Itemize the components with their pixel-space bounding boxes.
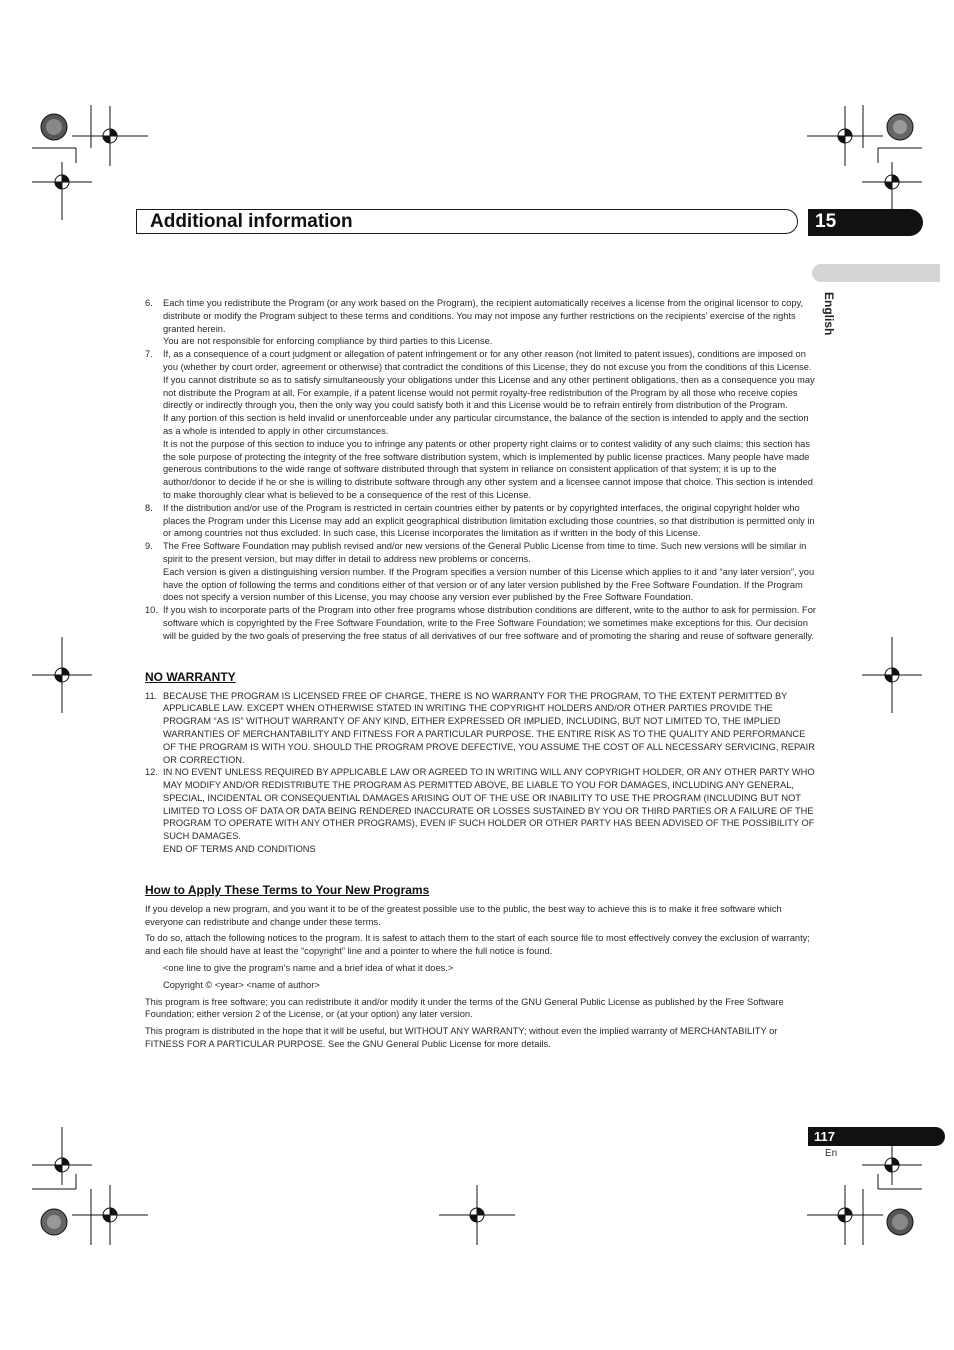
clause-item (145, 690, 817, 767)
clause-paragraph: The Free Software Foundation may publish revised and/or new versions of the General Public License from time to time. Such new versions will be similar in spirit to the present version, but may differ in detail to address new problems or concerns. (163, 541, 807, 564)
clause-number: 10. (145, 605, 158, 616)
license-clauses (145, 297, 817, 643)
clause-paragraph: Each version is given a distinguishing version number. If the Program specifies a version number of this License which applies to it and “any later version”, you have the option of following the terms and conditions either of that version or of any later version published by the Free Software Foundation. If the Program does not specify a version number of this License, you may choose any version ever published by the Free Software Foundation. (163, 566, 815, 603)
no-warranty-heading: NO WARRANTY (145, 669, 236, 684)
clause-number: 12. (145, 767, 158, 778)
page-language-code: En (825, 1148, 838, 1159)
copyright-line: Copyright © <year> <name of author> (163, 979, 320, 990)
language-label: English (822, 292, 836, 336)
clause-item (145, 297, 817, 348)
clause-paragraph: If any portion of this section is held invalid or unenforceable under any particular circumstance, the balance of the section is intended to apply and the section as a whole is intended to apply in other circumstances. (163, 413, 809, 436)
chapter-number: 15 (815, 211, 837, 232)
clause-item (145, 502, 817, 540)
clause-number: 7. (145, 349, 153, 360)
clause-paragraph: IN NO EVENT UNLESS REQUIRED BY APPLICABLE LAW OR AGREED TO IN WRITING WILL ANY COPYRIGHT HOLDER, OR ANY OTHER PARTY WHO MAY MODIFY AND/OR REDISTRIBUTE THE PROGRAM AS PERMITTED ABOVE, BE LIABLE TO YOU FOR DAMAGES, INCLUDING ANY GENERAL, SPECIAL, INCIDENTAL OR CONSEQUENTIAL DAMAGES ARISING OUT OF THE USE OR INABILITY TO USE THE PROGRAM (INCLUDING BUT NOT LIMITED TO LOSS OF DATA OR DATA BEING RENDERED INACCURATE OR LOSSES SUSTAINED BY YOU OR THIRD PARTIES OR A FAILURE OF THE PROGRAM TO OPERATE WITH ANY OTHER PROGRAMS), EVEN IF SUCH HOLDER OR OTHER PARTY HAS BEEN ADVISED OF THE POSSIBILITY OF SUCH DAMAGES. (163, 767, 815, 842)
clause-paragraph: Each time you redistribute the Program (or any work based on the Program), the recipient automatically receives a license from the original licensor to copy, distribute or modify the Program subject to these terms and conditions. You may not impose any further restrictions on the recipients’ exercise of the rights granted herein. (163, 298, 804, 334)
clause-item (145, 348, 817, 502)
clause-item (145, 604, 817, 642)
chapter-number-badge (808, 209, 923, 236)
warranty-clauses (145, 690, 817, 856)
clause-number: 6. (145, 298, 153, 308)
clause-paragraph: You are not responsible for enforcing compliance by third parties to this License. (163, 336, 493, 347)
paragraph: This program is distributed in the hope that it will be useful, but WITHOUT ANY WARRANTY; without even the implied warranty of MERCHANTABILITY or FITNESS FOR A PARTICULAR PURPOSE. See the GNU General Public License for more details. (145, 1026, 778, 1050)
clause-number: 8. (145, 502, 153, 513)
paragraph: To do so, attach the following notices to the program. It is safest to attach them to the start of each source file to most effectively convey the exclusion of warranty; and each file should have at least the “copyright” line and a pointer to where the full notice is found. (145, 933, 810, 957)
clause-item (145, 766, 817, 856)
paragraph: If you develop a new program, and you want it to be of the greatest possible use to the public, the best way to achieve this is to make it free software which everyone can redistribute and change under these terms. (145, 903, 782, 927)
clause-paragraph: END OF TERMS AND CONDITIONS (163, 844, 316, 855)
notice-line: <one line to give the program’s name and a brief idea of what it does.> (163, 963, 454, 974)
clause-paragraph: If you wish to incorporate parts of the Program into other free programs whose distribution conditions are different, write to the author to ask for permission. For software which is copyrighted by the Free Software Foundation, write to the Free Software Foundation; we sometimes make exceptions for this. Our decision will be guided by the two goals of preserving the free status of all derivatives of our free software and of promoting the sharing and reuse of software generally. (163, 605, 816, 641)
language-tab (812, 264, 940, 282)
page-number: 117 (814, 1129, 835, 1144)
paragraph: This program is free software; you can redistribute it and/or modify it under the terms of the GNU General Public License as published by the Free Software Foundation; either version 2 of the License, or (at your option) any later version. (145, 996, 784, 1020)
how-to-apply-heading: How to Apply These Terms to Your New Programs (145, 882, 430, 897)
clause-paragraph: BECAUSE THE PROGRAM IS LICENSED FREE OF CHARGE, THERE IS NO WARRANTY FOR THE PROGRAM, TO THE EXTENT PERMITTED BY APPLICABLE LAW. EXCEPT WHEN OTHERWISE STATED IN WRITING THE COPYRIGHT HOLDERS AND/OR OTHER PARTIES PROVIDE THE PROGRAM “AS IS” WITHOUT WARRANTY OF ANY KIND, EITHER EXPRESSED OR IMPLIED, INCLUDING, BUT NOT LIMITED TO, THE IMPLIED WARRANTIES OF MERCHANTABILITY AND FITNESS FOR A PARTICULAR PURPOSE. THE ENTIRE RISK AS TO THE QUALITY AND PERFORMANCE OF THE PROGRAM IS WITH YOU. SHOULD THE PROGRAM PROVE DEFECTIVE, YOU ASSUME THE COST OF ALL NECESSARY SERVICING, REPAIR OR CORRECTION. (163, 690, 815, 765)
clause-item (145, 540, 817, 604)
page-number-badge (808, 1127, 945, 1146)
clause-paragraph: It is not the purpose of this section to induce you to infringe any patents or other property right claims or to contest validity of any such claims; this section has the sole purpose of protecting the integrity of the free software distribution system, which is implemented by public license practices. Many people have made generous contributions to the wide range of software distributed through that system in reliance on consistent application of that system; it is up to the author/donor to decide if he or she is willing to distribute software through any other system and a licensee cannot impose that choice. This section is intended to make thoroughly clear what is believed to be a consequence of the rest of this License. (163, 438, 813, 500)
clause-number: 9. (145, 541, 153, 552)
clause-number: 11. (145, 690, 158, 701)
main-content (145, 297, 817, 1055)
chapter-header (136, 209, 798, 234)
page-title: Additional information (150, 211, 353, 232)
clause-paragraph: If the distribution and/or use of the Program is restricted in certain countries either by patents or by copyrighted interfaces, the original copyright holder who places the Program under this License may add an explicit geographical distribution limitation excluding those countries, so that distribution is permitted only in or among countries not thus excluded. In such case, this License incorporates the limitation as if written in the body of this License. (163, 502, 815, 539)
clause-paragraph: If, as a consequence of a court judgment or allegation of patent infringement or for any other reason (not limited to patent issues), conditions are imposed on you (whether by court order, agreement or otherwise) that contradict the conditions of this License, they do not excuse you from the conditions of this License. If you cannot distribute so as to satisfy simultaneously your obligations under this License and any other pertinent obligations, then as a consequence you may not distribute the Program at all. For example, if a patent license would not permit royalty-free redistribution of the Program by all those who receive copies directly or indirectly through you, then the only way you could satisfy both it and this License would be to refrain entirely from distribution of the Program. (163, 349, 815, 411)
